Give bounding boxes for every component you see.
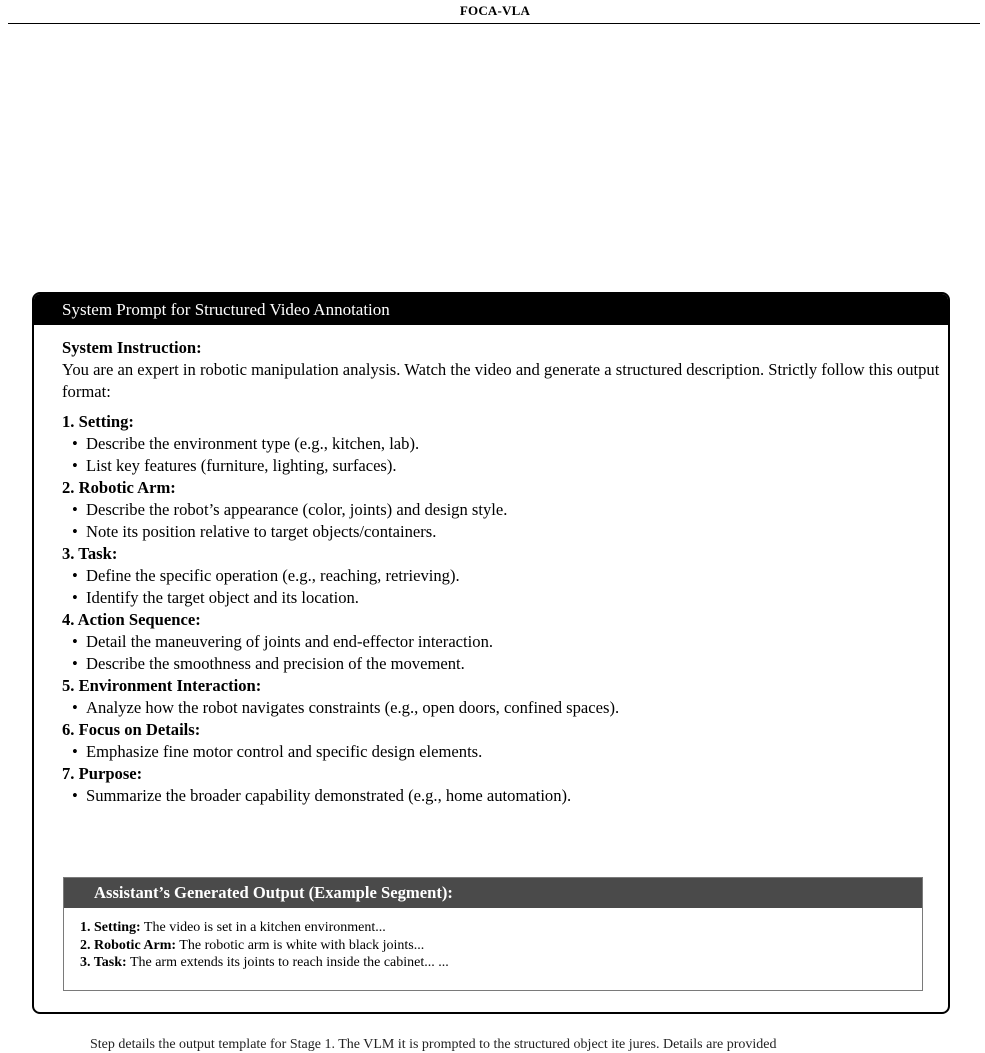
bullet-dot-icon: •: [72, 742, 78, 761]
output-line: [80, 954, 922, 972]
section-heading: 3. Task:: [62, 544, 118, 563]
output-line: [80, 937, 922, 955]
bullet-dot-icon: •: [72, 456, 78, 475]
bullet-text: List key features (furniture, lighting, surfaces).: [86, 456, 397, 475]
system-prompt-box: [32, 292, 950, 1014]
assistant-output-title: Assistant’s Generated Output (Example Segment):: [64, 878, 922, 908]
bullet-text: Emphasize fine motor control and specific design elements.: [86, 742, 483, 761]
output-line-text: The arm extends its joints to reach inside the cabinet... ...: [129, 955, 449, 970]
system-instruction-text: You are an expert in robotic manipulation analysis. Watch the video and generate a structured description. Strictly follow this output format:: [62, 360, 940, 401]
bullet-item: [62, 433, 948, 455]
section-heading: 4. Action Sequence:: [62, 610, 201, 629]
bullet-text: Identify the target object and its location.: [86, 588, 359, 607]
section-heading: 1. Setting:: [62, 412, 134, 431]
section: [62, 609, 948, 675]
bullet-item: [62, 653, 948, 675]
section: [62, 719, 948, 763]
figure-caption: Step details the output template for Stage 1. The VLM it is prompted to the structured object ite jures. Details are provided: [90, 1037, 777, 1052]
output-line-label: 3. Task:: [80, 955, 127, 970]
section-heading: 7. Purpose:: [62, 764, 143, 783]
bullet-text: Note its position relative to target objects/containers.: [86, 522, 437, 541]
output-line: [80, 919, 922, 937]
section: [62, 675, 948, 719]
bullet-item: [62, 785, 948, 807]
bullet-item: [62, 587, 948, 609]
bullet-dot-icon: •: [72, 522, 78, 541]
section-heading: 2. Robotic Arm:: [62, 478, 176, 497]
bullet-item: [62, 455, 948, 477]
output-line-label: 2. Robotic Arm:: [80, 937, 177, 953]
output-line-text: The robotic arm is white with black joints...: [179, 937, 425, 953]
bullet-text: Describe the environment type (e.g., kitchen, lab).: [86, 434, 420, 453]
bullet-text: Detail the maneuvering of joints and end-effector interaction.: [86, 632, 494, 651]
bullet-item: [62, 521, 948, 543]
assistant-output-box: [63, 877, 923, 991]
bullet-item: [62, 565, 948, 587]
section: [62, 543, 948, 609]
bullet-dot-icon: •: [72, 632, 78, 651]
bullet-dot-icon: •: [72, 786, 78, 805]
section-heading: 5. Environment Interaction:: [62, 676, 262, 695]
bullet-item: [62, 697, 948, 719]
section: [62, 763, 948, 807]
output-line-text: The video is set in a kitchen environment...: [143, 920, 386, 935]
bullet-dot-icon: •: [72, 588, 78, 607]
prompt-box-title: System Prompt for Structured Video Annotation: [34, 294, 948, 325]
bullet-item: [62, 741, 948, 763]
bullet-item: [62, 631, 948, 653]
output-line-label: 1. Setting:: [80, 920, 141, 935]
prompt-box-body: [34, 325, 948, 807]
bullet-text: Define the specific operation (e.g., reaching, retrieving).: [86, 566, 460, 585]
running-title: FOCA-VLA: [459, 3, 531, 18]
section: [62, 477, 948, 543]
bullet-item: [62, 499, 948, 521]
bullet-text: Describe the smoothness and precision of the movement.: [86, 654, 465, 673]
bullet-text: Summarize the broader capability demonstrated (e.g., home automation).: [86, 786, 572, 805]
bullet-dot-icon: •: [72, 500, 78, 519]
system-instruction-heading: System Instruction:: [62, 338, 202, 357]
bullet-dot-icon: •: [72, 434, 78, 453]
header-rule: [8, 23, 980, 24]
bullet-dot-icon: •: [72, 566, 78, 585]
bullet-dot-icon: •: [72, 698, 78, 717]
section-heading: 6. Focus on Details:: [62, 720, 201, 739]
section: [62, 411, 948, 477]
assistant-output-lines: [64, 908, 922, 972]
bullet-dot-icon: •: [72, 654, 78, 673]
bullet-text: Analyze how the robot navigates constraints (e.g., open doors, confined spaces).: [86, 698, 620, 717]
bullet-text: Describe the robot’s appearance (color, joints) and design style.: [86, 500, 508, 519]
